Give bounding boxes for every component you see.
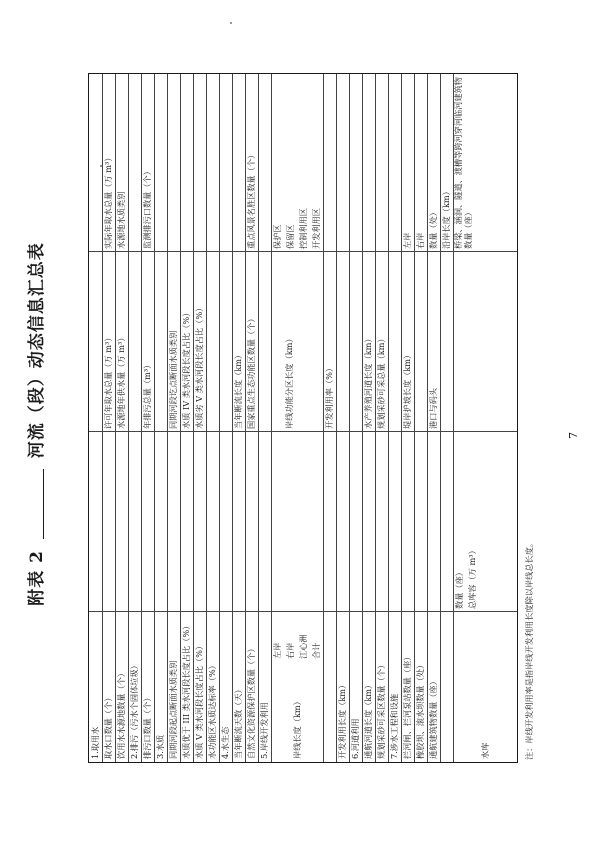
table-row — [193, 74, 207, 762]
table-cell: 水质 V 类水河段长度占比（%） — [194, 641, 204, 759]
table-row — [219, 74, 233, 762]
table-row — [128, 74, 142, 762]
table-row — [245, 74, 259, 762]
title-main: 河流（段）动态信息汇总表 — [27, 242, 47, 459]
scan-speck — [230, 22, 232, 24]
shoreline-side: 江心洲 — [298, 634, 308, 659]
zone-item: 开发利用区 — [311, 208, 321, 249]
table-row — [102, 74, 116, 762]
table-cell: 3.水质 — [155, 734, 165, 759]
table-cell: 沿岸长度（km） — [441, 187, 451, 249]
reservoir-count: 数量（座） — [454, 568, 464, 609]
table-row — [141, 74, 155, 762]
table-row — [427, 74, 441, 762]
reservoir-label: 水库 — [480, 742, 490, 759]
table-row — [336, 74, 350, 762]
table-cell: 水质优于 III 类水河段长度占比（%） — [181, 621, 191, 759]
page-title — [22, 0, 47, 848]
table-cell: 水质劣 V 类水河段长度占比（%） — [194, 303, 204, 429]
table-cell: 4.水生态 — [220, 726, 230, 759]
table-cell: 5.岸线开发利用 — [259, 702, 269, 759]
table-row — [401, 74, 415, 762]
table-row — [206, 74, 220, 762]
table-cell: 重点风景名胜区数量（个） — [246, 150, 256, 249]
table-row — [232, 74, 246, 762]
table-cell: 水功能区水质达标率（%） — [207, 661, 217, 759]
table-cell: 当年断流天数（天） — [233, 685, 243, 759]
table-cell: 水源地年供水量（万 m³） — [116, 333, 126, 429]
table-cell: 同期河段讫点断面水质类别 — [168, 330, 178, 429]
table-cell: 水质 IV 类水河段长度占比（%） — [181, 308, 191, 429]
table-cell: 同期河段起点断面水质类别 — [168, 660, 178, 759]
table-cell: 7.涉水工程和设施 — [389, 693, 399, 759]
shoreline-side: 合计 — [311, 642, 321, 659]
scan-speck — [100, 165, 102, 167]
shoreline-block — [271, 74, 324, 762]
table-cell: 饮用水水源地数量（个） — [116, 668, 126, 759]
page-number: 7 — [567, 432, 580, 439]
table-row — [388, 74, 402, 762]
table-cell: 水产养殖河道长度（km） — [363, 334, 373, 429]
table-cell: 开发利用长度（km） — [337, 680, 347, 759]
table-cell: 橡胶坝、滚水坝数量（处） — [415, 660, 425, 759]
dev-rate: 开发利用率（%） — [324, 363, 334, 429]
reservoir-capacity: 总库容（万 m³） — [467, 546, 477, 609]
table-row — [258, 74, 272, 762]
table-cell: 6.河道利用 — [350, 718, 360, 759]
zone-item: 保留区 — [285, 224, 295, 249]
table-row — [349, 74, 363, 762]
title-prefix: 附表 2 — [27, 550, 47, 606]
footnote: 注：岸线开发利用率是指岸线开发利用长度除以岸线总长度。 — [524, 538, 534, 760]
table-row — [89, 74, 103, 762]
zone-item: 控制利用区 — [298, 208, 308, 249]
table-cell: 取水口数量（个） — [103, 693, 113, 759]
table-cell: 通航河道长度（km） — [363, 680, 373, 759]
table-cell: 国家重点生态功能区数量（个） — [246, 314, 256, 429]
table-cell: 拦河闸、拦河泵站数量（座） — [402, 652, 412, 759]
table-cell: 港口与码头 — [428, 388, 438, 429]
table-cell: 1.取用水 — [90, 726, 100, 759]
table-cell: 右岸 — [415, 232, 425, 249]
table-cell: 自然文化资源保护区数量（个） — [246, 644, 256, 759]
table-cell: 规划采砂可采总量（km） — [376, 334, 386, 429]
reservoir-block — [453, 74, 517, 762]
table-row — [362, 74, 376, 762]
shoreline-label: 岸线长度（km） — [292, 697, 302, 759]
table-cell: 当年断流长度（km） — [233, 350, 243, 429]
table-cell: 2.排污（污水个固体垃圾） — [129, 661, 139, 759]
table-cell: 规划采砂可采区数量（个） — [376, 660, 386, 759]
table-row — [115, 74, 129, 762]
table-cell: 实际年取水总量（万 m³） — [103, 153, 113, 249]
table-row — [375, 74, 389, 762]
crossing-structures: 桥梁、涵洞、隧道、渡槽等跨河穿河临河建筑物数量（座） — [453, 77, 473, 249]
table-row — [180, 74, 194, 762]
table-cell: 左岸 — [402, 232, 412, 249]
table-cell: 水源地水质类别 — [116, 191, 126, 249]
table-cell: 许可年取水总量（万 m³） — [103, 333, 113, 429]
table-row — [167, 74, 181, 762]
table-cell: 排污口数量（个） — [142, 693, 152, 759]
table-row — [440, 74, 454, 762]
zone-label: 岸线功能分区长度（km） — [284, 334, 294, 429]
table-row — [154, 74, 168, 762]
table-cell: 堤岸护坡长度（km） — [402, 350, 412, 429]
summary-table — [88, 73, 518, 763]
title-blank — [27, 469, 44, 539]
table-cell: 年排污总量（m³） — [142, 360, 152, 429]
table-cell: 监测排污口数量（个） — [142, 167, 152, 249]
table-row — [323, 74, 337, 762]
shoreline-side: 右岸 — [285, 642, 295, 659]
table-row — [414, 74, 428, 762]
table-cell: 数量（处） — [428, 208, 438, 249]
table-cell: 通航建筑物数量（座） — [428, 677, 438, 759]
shoreline-side: 左岸 — [272, 642, 282, 659]
zone-item: 保护区 — [272, 224, 282, 249]
